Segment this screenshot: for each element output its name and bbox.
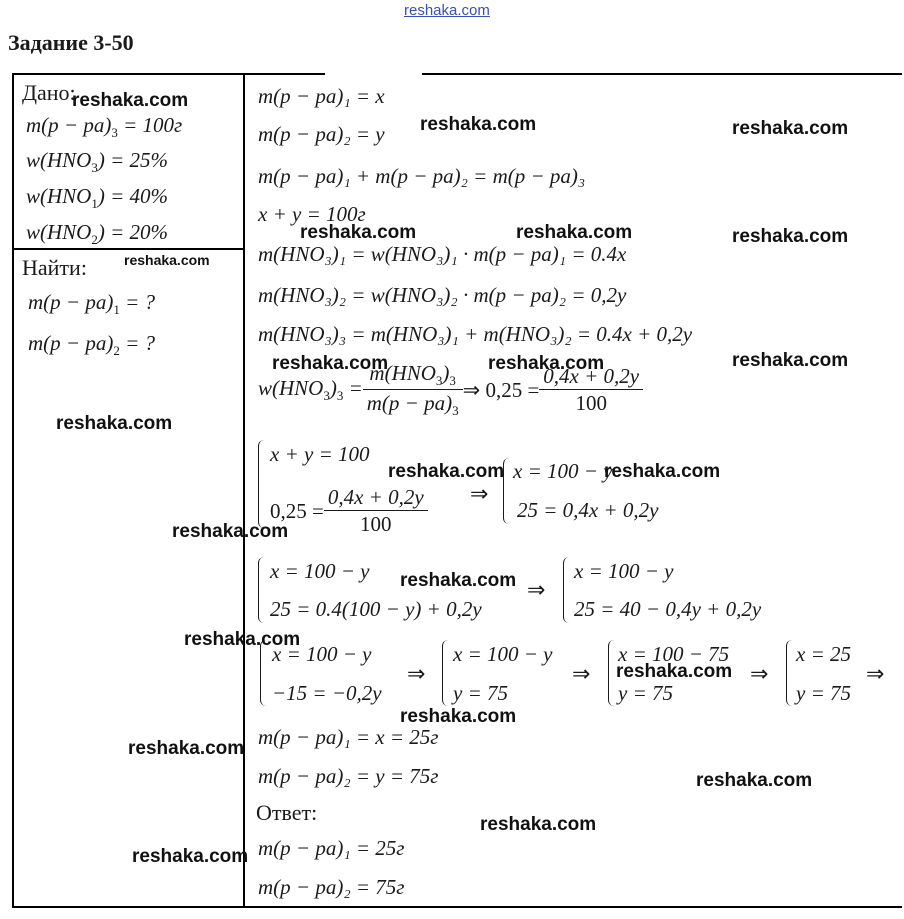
system-equation: x = 100 − y bbox=[453, 642, 553, 666]
answer-item: m(p − pa)₂ = 75г bbox=[258, 875, 405, 899]
answer-label: Ответ: bbox=[256, 800, 318, 825]
solution-line: x + y = 100г bbox=[258, 202, 366, 226]
implies-arrow: ⇒ bbox=[407, 662, 426, 687]
system-equation: x = 100 − y bbox=[272, 642, 372, 666]
watermark: reshaka.com bbox=[732, 350, 849, 371]
system-equation: −15 = −0,2y bbox=[272, 681, 382, 705]
system-equation: x = 100 − y bbox=[513, 459, 613, 483]
solution-line: m(p − pa)₂ = y = 75г bbox=[258, 764, 439, 788]
table-bottom-border bbox=[12, 906, 902, 908]
system-equation: x = 25 bbox=[796, 642, 851, 666]
table-top-border bbox=[12, 73, 325, 75]
find-label: Найти: bbox=[22, 255, 87, 280]
watermark: reshaka.com bbox=[732, 118, 849, 139]
watermark: reshaka.com bbox=[72, 90, 189, 111]
find-item: $m(p - pa)_2$ = ? bbox=[28, 331, 155, 358]
find-item: $m(p - pa)_1$ = ? bbox=[28, 290, 155, 317]
watermark: reshaka.com bbox=[604, 461, 721, 482]
implies-arrow: ⇒ bbox=[750, 662, 769, 687]
table-left-border bbox=[12, 73, 14, 907]
table-column-divider bbox=[243, 73, 245, 907]
watermark: reshaka.com bbox=[696, 770, 813, 791]
implies-arrow: ⇒ bbox=[527, 578, 546, 603]
given-item: $w(HNO_2) = 20\%$ bbox=[26, 220, 169, 247]
watermark: reshaka.com bbox=[516, 222, 633, 243]
watermark: reshaka.com bbox=[184, 629, 301, 650]
watermark: reshaka.com bbox=[732, 226, 849, 247]
given-item: $w(HNO_3) = 25\%$ bbox=[26, 148, 169, 175]
system-equation: 0,25 = $\frac{0,4x + 0,2y}{100}$ bbox=[270, 487, 428, 535]
system-equation: y = 75 bbox=[618, 681, 673, 705]
given-label: Дано: bbox=[22, 80, 76, 105]
system-brace bbox=[442, 640, 449, 706]
watermark: reshaka.com bbox=[128, 738, 245, 759]
fraction: $\frac{m(HNO_3)_3}{m(p - pa)_3}$ bbox=[363, 363, 463, 417]
system-brace bbox=[563, 557, 570, 623]
system-brace bbox=[258, 557, 265, 623]
system-equation: 25 = 0.4(100 − y) + 0,2y bbox=[270, 597, 482, 621]
system-equation: x = 100 − 75 bbox=[618, 642, 730, 666]
fraction: $\frac{0,4x + 0,2y}{100}$ bbox=[539, 366, 643, 414]
solution-line: m(HNO₃)₂ = w(HNO₃)₂ · m(p − pa)₂ = 0,2y bbox=[258, 283, 627, 307]
watermark: reshaka.com bbox=[132, 846, 249, 867]
given-item: $w(HNO_1) = 40\%$ bbox=[26, 184, 169, 211]
solution-line: m(p − pa)₁ = x bbox=[258, 84, 385, 108]
site-link[interactable]: reshaka.com bbox=[404, 2, 490, 19]
watermark: reshaka.com bbox=[480, 814, 597, 835]
system-equation: x = 100 − y bbox=[270, 559, 370, 583]
watermark: reshaka.com bbox=[400, 706, 517, 727]
table-top-border-right bbox=[422, 73, 902, 75]
watermark: reshaka.com bbox=[400, 570, 517, 591]
system-equation: y = 75 bbox=[796, 681, 851, 705]
solution-line: m(HNO₃)₃ = m(HNO₃)₁ + m(HNO₃)₂ = 0.4x + 0,2y bbox=[258, 322, 693, 346]
watermark: reshaka.com bbox=[488, 353, 605, 374]
system-equation: y = 75 bbox=[453, 681, 508, 705]
watermark: reshaka.com bbox=[172, 521, 289, 542]
system-equation: x = 100 − y bbox=[574, 559, 674, 583]
watermark: reshaka.com bbox=[56, 413, 173, 434]
watermark: reshaka.com bbox=[388, 461, 505, 482]
solution-line: m(p − pa)₁ + m(p − pa)₂ = m(p − pa)₃ bbox=[258, 164, 586, 188]
watermark: reshaka.com bbox=[300, 222, 417, 243]
given-item: $m(p - pa)_3 = 100г$ bbox=[26, 113, 183, 140]
solution-line: m(p − pa)₂ = y bbox=[258, 122, 385, 146]
watermark: reshaka.com bbox=[420, 114, 537, 135]
implies-arrow: ⇒ bbox=[572, 662, 591, 687]
answer-item: m(p − pa)₁ = 25г bbox=[258, 836, 405, 860]
given-find-divider bbox=[12, 248, 243, 250]
page-title: Задание 3-50 bbox=[8, 30, 134, 55]
system-brace bbox=[786, 640, 793, 706]
solution-fraction-line: $w(HNO_3)_3$ = $\frac{m(HNO_3)_3}{m(p - pa)_3}$ ⇒ 0,25 = $\frac{0,4x + 0,2y}{100}$ bbox=[258, 363, 643, 417]
solution-line: m(HNO₃)₁ = w(HNO₃)₁ · m(p − pa)₁ = 0.4x bbox=[258, 242, 627, 266]
watermark: reshaka.com bbox=[616, 661, 733, 682]
system-brace bbox=[258, 440, 265, 528]
system-equation: 25 = 40 − 0,4y + 0,2y bbox=[574, 597, 762, 621]
solution-line: m(p − pa)₁ = x = 25г bbox=[258, 725, 439, 749]
system-equation: 25 = 0,4x + 0,2y bbox=[517, 498, 659, 522]
watermark: reshaka.com bbox=[272, 353, 389, 374]
watermark: reshaka.com bbox=[124, 252, 210, 268]
implies-arrow: ⇒ bbox=[470, 482, 489, 507]
system-equation: x + y = 100 bbox=[270, 442, 370, 466]
system-brace bbox=[608, 640, 615, 706]
implies-arrow: ⇒ bbox=[866, 662, 885, 687]
